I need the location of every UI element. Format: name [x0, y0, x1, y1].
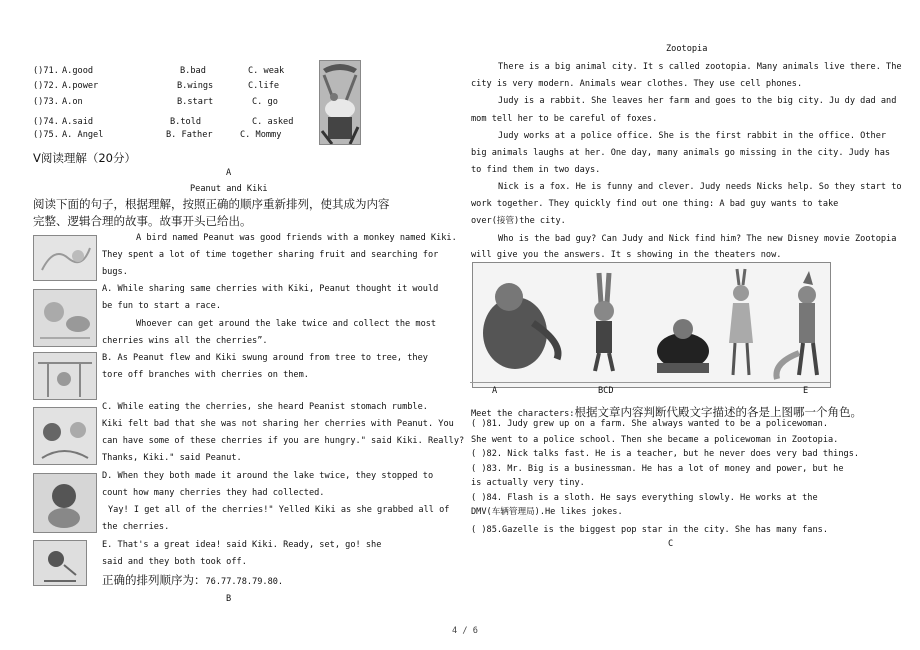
instruction-line: 完整、逻辑合理的故事。故事开头已给出。	[33, 214, 252, 228]
question-line: ( )84. Flash is a sloth. He says everything slowly. He works at the	[471, 493, 818, 503]
story-line: Thanks, Kiki." said Peanut.	[102, 453, 242, 463]
meet-cn: 根据文章内容判断代殿文字描述的各是上图哪一个角色。	[574, 405, 862, 419]
story-title: Peanut and Kiki	[190, 184, 268, 194]
mc-option-b: B.wings	[177, 81, 214, 91]
mc-option-b: B. Father	[166, 130, 213, 140]
question-line: ( )83. Mr. Big is a businessman. He has a lot of money and power, but he	[471, 464, 844, 474]
story-line: the cherries.	[102, 522, 170, 532]
question-line: ( )82. Nick talks fast. He is a teacher, but he never does very bad things.	[471, 449, 860, 459]
passage-line: mom tell her to be careful of foxes.	[471, 114, 658, 124]
instruction-line: 阅读下面的句子，根据理解，按照正确的顺序重新排列，使其成为内容	[33, 197, 390, 211]
story-line: count how many cherries they had collected.	[102, 488, 325, 498]
story-line: cherries wins all the cherries”.	[102, 336, 268, 346]
story-line: Kiki felt bad that she was not sharing her cherries with Peanut. You	[102, 419, 454, 429]
mc-option-b: B.told	[170, 117, 202, 127]
story-line: tore off branches with cherries on them.	[102, 370, 309, 380]
story-picture-5	[33, 473, 97, 533]
passage-line: work together. They quickly find out one thing: A bad guy wants to take	[471, 199, 839, 209]
mc-num: ()74.	[33, 117, 59, 127]
question-line: ( )81. Judy grew up on a farm. She always wanted to be a policewoman.	[471, 419, 828, 429]
question-line: She went to a police school. Then she became a policewoman in Zootopia.	[471, 435, 839, 445]
mc-num: ()75.	[33, 130, 59, 140]
story-line: be fun to start a race.	[102, 301, 221, 311]
page-number: 4 / 6	[452, 626, 478, 636]
story-line: Yay! I get all of the cherries!" Yelled Kiki as she grabbed all of	[108, 505, 450, 515]
zootopia-characters-image	[472, 262, 831, 388]
order-label: 正确的排列顺序为：	[102, 573, 206, 587]
question-line: ( )85.Gazelle is the biggest pop star in the city. She has many fans.	[471, 525, 828, 535]
order-answer	[102, 572, 283, 588]
question-line: is actually very tiny.	[471, 478, 585, 488]
passage-line: Judy is a rabbit. She leaves her farm and goes to the big city. Ju dy dad and	[498, 96, 897, 106]
meet-en: Meet the characters:	[471, 409, 575, 419]
part-label: B	[226, 594, 232, 604]
passage-line: Nick is a fox. He is funny and clever. Judy needs Nicks help. So they start to	[498, 182, 902, 192]
passage-line: city is very modern. Animals wear clothes. They use cell phones.	[471, 79, 803, 89]
question-line: DMV(车辆管理局).He likes jokes.	[471, 507, 623, 517]
section-heading: V阅读理解（20分）	[33, 151, 136, 165]
passage-line: to find them in two days.	[471, 165, 601, 175]
passage-line: will give you the answers. It s showing in the theaters now.	[471, 250, 782, 260]
story-line: bugs.	[102, 267, 128, 277]
mc-option-c: C. Mommy	[240, 130, 282, 140]
passage-line: Judy works at a police office. She is the first rabbit in the office. Other	[498, 131, 887, 141]
passage-line: big animals laughs at her. One day, many animals go missing in the city. Judy has	[471, 148, 891, 158]
mc-num: ()73.	[33, 97, 59, 107]
passage-line: There is a big animal city. It s called zootopia. Many animals live there. The	[498, 62, 902, 72]
mc-option-c: C. asked	[252, 117, 294, 127]
meet-characters-instruction	[471, 401, 862, 420]
story-line: They spent a lot of time together sharing fruit and searching for	[102, 250, 439, 260]
mc-option-b: B.start	[177, 97, 214, 107]
story-picture-3	[33, 352, 97, 400]
mc-option-a: A. Angel	[62, 130, 104, 140]
passage-line: Who is the bad guy? Can Judy and Nick find him? The new Disney movie Zootopia	[498, 234, 897, 244]
mc-option-b: B.bad	[180, 66, 206, 76]
divider	[470, 382, 830, 383]
order-value: 76.77.78.79.80.	[205, 577, 284, 587]
mc-option-c: C. go	[252, 97, 278, 107]
story-line: E. That's a great idea! said Kiki. Ready, set, go! she	[102, 540, 382, 550]
mc-option-a: A.good	[62, 66, 94, 76]
story-picture-4	[33, 407, 97, 465]
character-label: A	[492, 386, 498, 396]
passage-line: over(接管)the city.	[471, 216, 566, 226]
character-label: BCD	[598, 386, 614, 396]
mc-option-c: C. weak	[248, 66, 285, 76]
umbrella-photo	[319, 60, 361, 145]
mc-num: ()71.	[33, 66, 59, 76]
part-label: C	[668, 539, 674, 549]
mc-option-a: A.power	[62, 81, 99, 91]
character-label: E	[803, 386, 809, 396]
mc-option-a: A.on	[62, 97, 83, 107]
story-picture-6	[33, 540, 87, 586]
story-line: C. While eating the cherries, she heard Peanist stomach rumble.	[102, 402, 428, 412]
story-line: A bird named Peanut was good friends with a monkey named Kiki.	[136, 233, 457, 243]
story-line: Whoever can get around the lake twice and collect the most	[136, 319, 437, 329]
mc-option-a: A.said	[62, 117, 94, 127]
story-line: D. When they both made it around the lake twice, they stopped to	[102, 471, 434, 481]
story-line: said and they both took off.	[102, 557, 247, 567]
mc-num: ()72.	[33, 81, 59, 91]
story-picture-2	[33, 289, 97, 347]
story-line: A. While sharing same cherries with Kiki, Peanut thought it would	[102, 284, 439, 294]
story-line: can have some of these cherries if you are hungry." said Kiki. Really?	[102, 436, 465, 446]
passage-title: Zootopia	[666, 44, 708, 54]
story-line: B. As Peanut flew and Kiki swung around from tree to tree, they	[102, 353, 428, 363]
story-picture-1	[33, 235, 97, 281]
mc-option-c: C.life	[248, 81, 280, 91]
part-label: A	[226, 168, 232, 178]
